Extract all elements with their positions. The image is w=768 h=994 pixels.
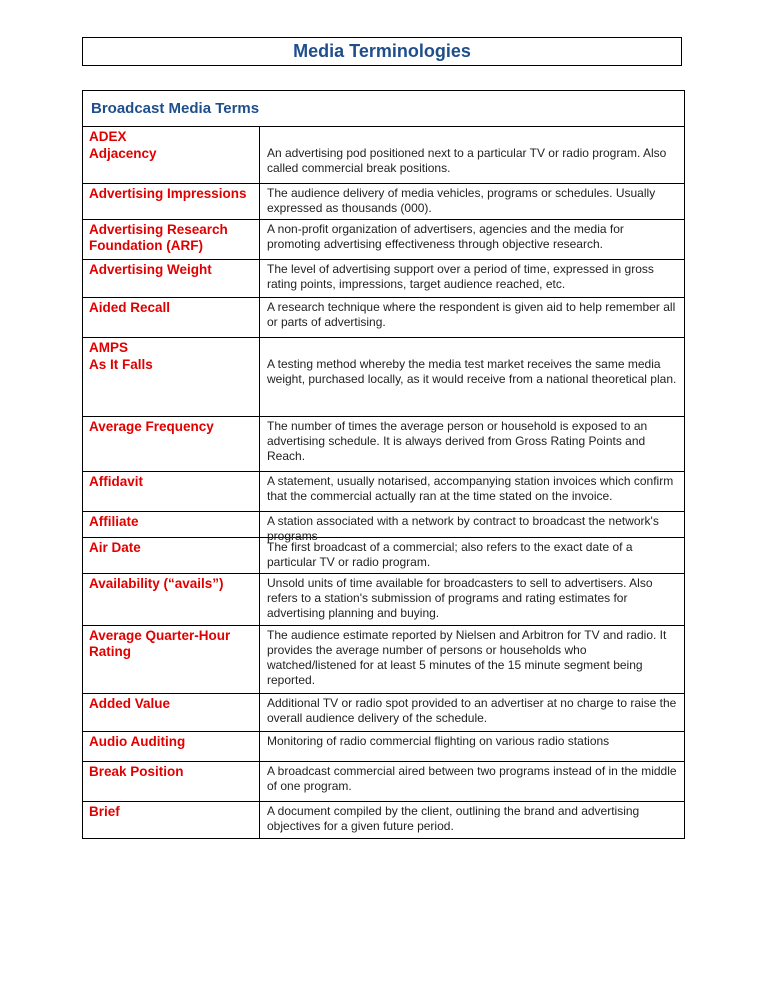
table-row [83, 220, 684, 260]
table-row [83, 802, 684, 838]
term-label: Audio Auditing [89, 734, 186, 749]
section-title: Broadcast Media Terms [83, 91, 684, 127]
term-label: Advertising Research Foundation (ARF) [89, 222, 228, 253]
definition-cell: The first broadcast of a commercial; also refers to the exact date of a particular TV or radio program. [267, 540, 633, 569]
table-row [83, 762, 684, 802]
table-row [83, 338, 684, 355]
definition-cell: An advertising pod positioned next to a particular TV or radio program. Also called commercial break positions. [267, 146, 667, 175]
term-cell [83, 417, 260, 471]
table-row [83, 298, 684, 338]
term-label: ADEX [89, 129, 127, 144]
table-row [83, 472, 684, 512]
page-title-box [82, 37, 682, 66]
term-label: Adjacency [89, 146, 157, 161]
term-cell [83, 338, 260, 355]
definition-cell: Monitoring of radio commercial flighting on various radio stations [267, 734, 610, 748]
term-cell [83, 626, 260, 693]
definition-cell: Unsold units of time available for broadcasters to sell to advertisers. Also refers to a station's submission of programs and rating estimates for advertising planning and buying. [267, 576, 653, 620]
definition-cell: The number of times the average person or household is exposed to an advertising schedule. It is always derived from Gross Rating Points and Reach. [267, 419, 648, 463]
page-title: Media Terminologies [293, 41, 471, 61]
definition-cell [260, 338, 684, 355]
term-cell [83, 762, 260, 801]
table-row [83, 127, 684, 144]
definition-cell: A research technique where the respondent is given aid to help remember all or parts of advertising. [267, 300, 676, 329]
definition-cell: A non-profit organization of advertisers, agencies and the media for promoting advertising effectiveness through objective research. [267, 222, 624, 251]
term-cell [83, 127, 260, 144]
term-cell [83, 184, 260, 219]
definition-cell: A document compiled by the client, outlining the brand and advertising objectives for a given future period. [267, 804, 640, 833]
term-label: Availability (“avails”) [89, 576, 224, 591]
definition-cell: A station associated with a network by contract to broadcast the network's programs [267, 514, 659, 543]
term-label: As It Falls [89, 357, 153, 372]
term-cell [83, 574, 260, 625]
table-row [83, 144, 684, 184]
definition-cell: Additional TV or radio spot provided to an advertiser at no charge to raise the overall audience delivery of the schedule. [267, 696, 677, 725]
term-label: AMPS [89, 340, 129, 355]
table-row [83, 512, 684, 543]
definition-cell: A broadcast commercial aired between two programs instead of in the middle of one program. [267, 764, 677, 793]
term-label: Break Position [89, 764, 184, 779]
table-row [83, 355, 684, 417]
table-row [83, 184, 684, 220]
term-label: Brief [89, 804, 120, 819]
term-cell [83, 538, 260, 573]
term-label: Advertising Weight [89, 262, 212, 277]
table-row [83, 694, 684, 732]
table-row [83, 626, 684, 694]
term-cell [83, 732, 260, 761]
term-cell [83, 802, 260, 838]
definition-cell: The level of advertising support over a period of time, expressed in gross rating points, impressions, target audience reached, etc. [267, 262, 654, 291]
term-cell [83, 144, 260, 183]
term-label: Aided Recall [89, 300, 171, 315]
term-cell [83, 355, 260, 416]
term-label: Affiliate [89, 514, 139, 529]
definition-cell: A statement, usually notarised, accompanying station invoices which confirm that the commercial actually ran at the time stated on the invoice. [267, 474, 674, 503]
term-label: Average Frequency [89, 419, 214, 434]
term-cell [83, 220, 260, 259]
term-cell [83, 472, 260, 511]
definition-cell: The audience delivery of media vehicles, programs or schedules. Usually expressed as thousands (000). [267, 186, 656, 215]
term-label: Air Date [89, 540, 141, 555]
table-row [83, 574, 684, 626]
terms-rows [83, 127, 684, 838]
table-row [83, 538, 684, 574]
term-cell [83, 298, 260, 337]
terms-table [82, 90, 685, 839]
term-cell [83, 260, 260, 297]
term-label: Affidavit [89, 474, 143, 489]
table-row [83, 417, 684, 472]
definition-cell [260, 127, 684, 144]
term-label: Average Quarter-Hour Rating [89, 628, 231, 659]
term-cell [83, 694, 260, 731]
term-label: Advertising Impressions [89, 186, 247, 201]
table-row [83, 732, 684, 762]
table-row [83, 260, 684, 298]
definition-cell: A testing method whereby the media test market receives the same media weight, purchased locally, as it would receive from a national theoretical plan. [267, 357, 677, 386]
term-label: Added Value [89, 696, 171, 711]
term-cell [83, 512, 260, 537]
definition-cell: The audience estimate reported by Nielsen and Arbitron for TV and radio. It provides the average number of persons or households who watched/listened for at least 5 minutes of the 15 minute segment being reported. [267, 628, 667, 687]
